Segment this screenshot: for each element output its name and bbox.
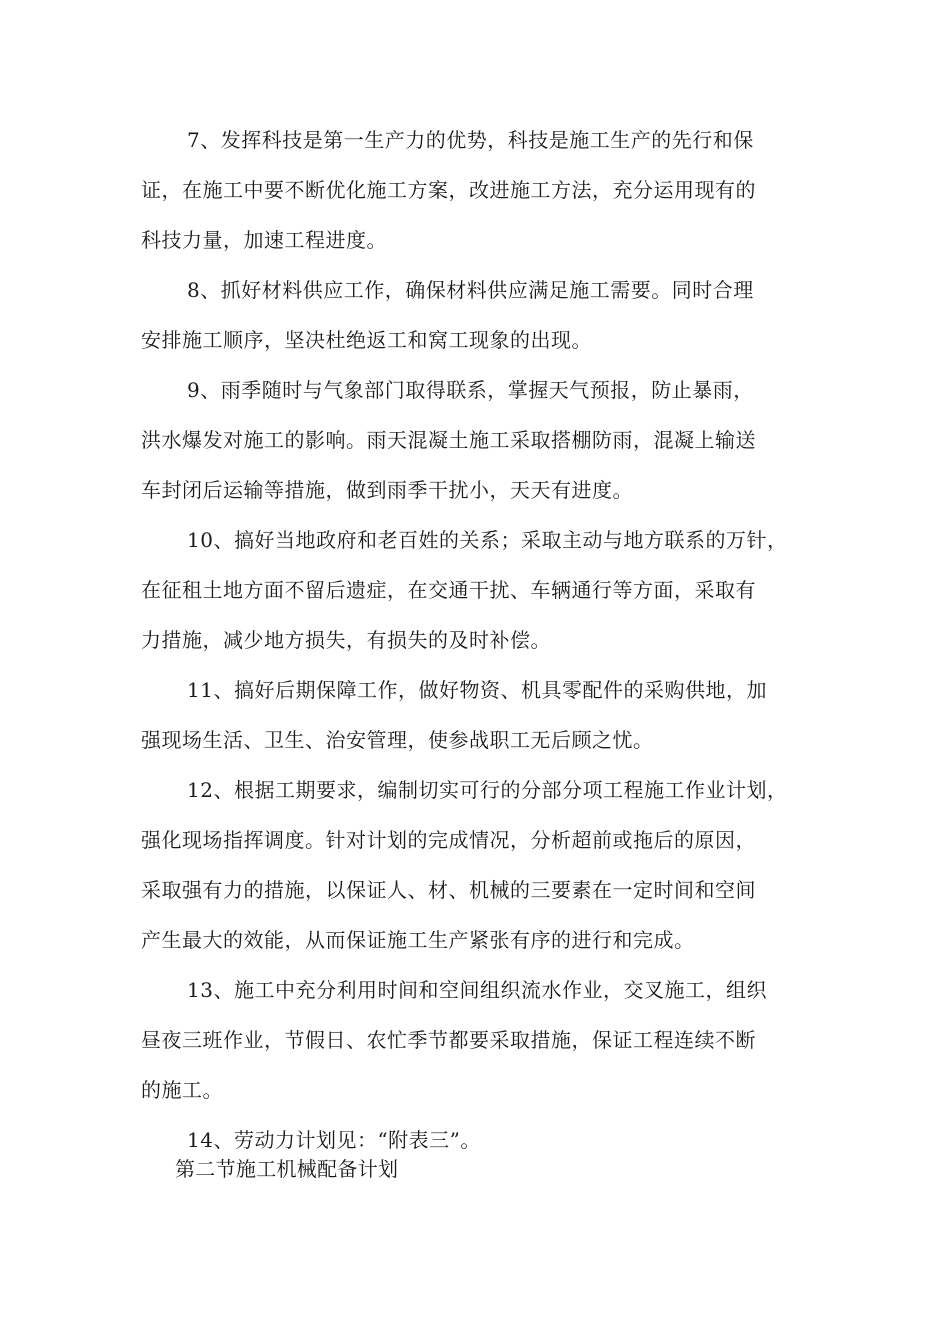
paragraph-10-line-2: 在征租土地方面不留后遗症，在交通干扰、车辆通行等方面，采取有 <box>141 578 756 602</box>
paragraph-12-line-3: 采取强有力的措施，以保证人、材、机械的三要素在一定时间和空间 <box>141 878 756 902</box>
paragraph-10-line-3: 力措施，减少地方损失，有损失的及时补偿。 <box>141 628 551 652</box>
paragraph-9-line-1: 9、雨季随时与气象部门取得联系，掌握天气预报，防止暴雨， <box>187 378 754 402</box>
paragraph-11-line-1: 11、搞好后期保障工作，做好物资、机具零配件的采购供地，加 <box>187 678 767 702</box>
paragraph-9-line-3: 车封闭后运输等措施，做到雨季干扰小，天天有进度。 <box>141 478 633 502</box>
paragraph-12-line-1: 12、根据工期要求，编制切实可行的分部分项工程施工作业计划， <box>187 778 788 802</box>
paragraph-8-line-1: 8、抓好材料供应工作，确保材料供应满足施工需要。同时合理 <box>187 278 754 302</box>
paragraph-8-line-2: 安排施工顺序，坚决杜绝返工和窝工现象的出现。 <box>141 328 592 352</box>
paragraph-7-line-3: 科技力量，加速工程进度。 <box>141 228 387 252</box>
paragraph-13-line-1: 13、施工中充分利用时间和空间组织流水作业，交叉施工，组织 <box>187 978 767 1002</box>
paragraph-11-line-2: 强现场生活、卫生、治安管理，使参战职工无后顾之忧。 <box>141 728 654 752</box>
paragraph-14-line-1: 14、劳动力计划见：“附表三”。 <box>187 1128 481 1152</box>
paragraph-7-line-2: 证，在施工中要不断优化施工方案，改进施工方法，充分运用现有的 <box>141 178 756 202</box>
paragraph-10-line-1: 10、搞好当地政府和老百姓的关系；采取主动与地方联系的万针， <box>187 528 788 552</box>
paragraph-12-line-2: 强化现场指挥调度。针对计划的完成情况，分析超前或拖后的原因， <box>141 828 756 852</box>
paragraph-7-line-1: 7、发挥科技是第一生产力的优势，科技是施工生产的先行和保 <box>187 128 754 152</box>
paragraph-13-line-3: 的施工。 <box>141 1078 223 1102</box>
section-heading: 第二节施工机械配备计划 <box>175 1157 399 1181</box>
paragraph-12-line-4: 产生最大的效能，从而保证施工生产紧张有序的进行和完成。 <box>141 928 695 952</box>
paragraph-9-line-2: 洪水爆发对施工的影响。雨天混凝土施工采取搭棚防雨，混凝上输送 <box>141 428 756 452</box>
paragraph-13-line-2: 昼夜三班作业，节假日、农忙季节都要采取措施，保证工程连续不断 <box>141 1028 756 1052</box>
